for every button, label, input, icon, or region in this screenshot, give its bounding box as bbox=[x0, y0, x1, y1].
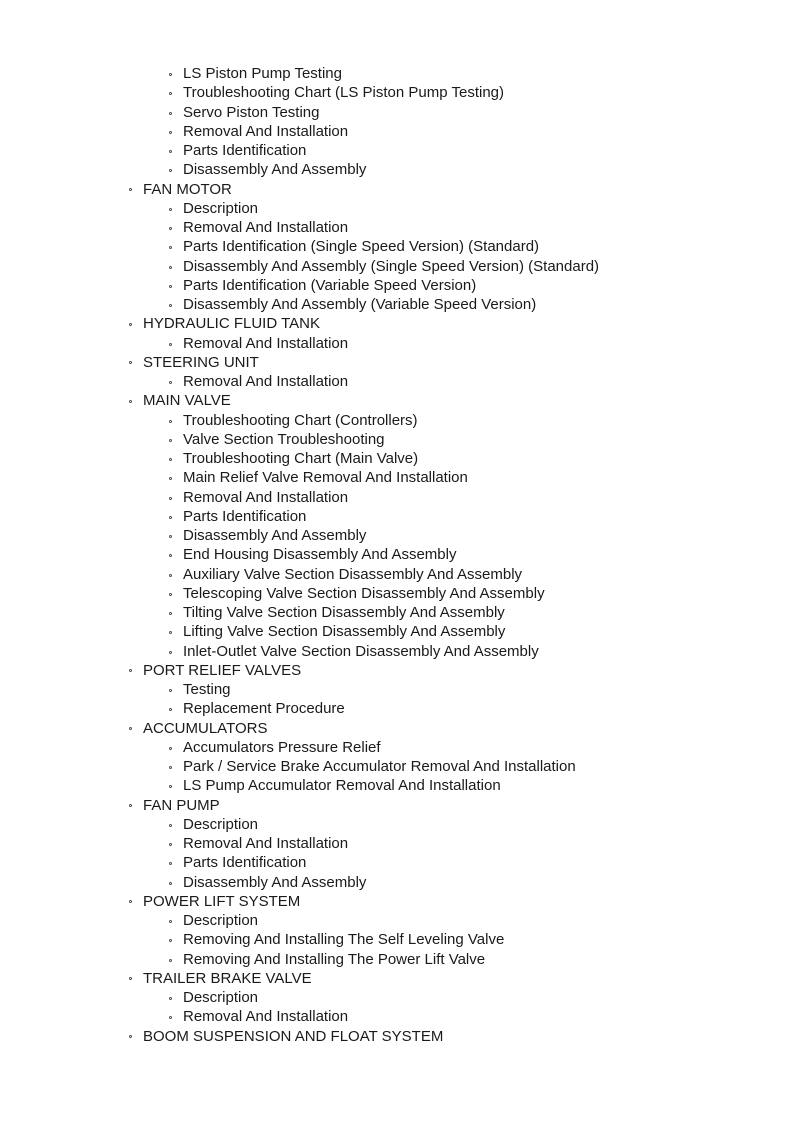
circle-bullet-icon bbox=[169, 1016, 172, 1019]
toc-section-label: FAN MOTOR bbox=[143, 180, 232, 198]
circle-bullet-icon bbox=[169, 766, 172, 769]
circle-bullet-icon bbox=[169, 574, 172, 577]
toc-section-label: ACCUMULATORS bbox=[143, 719, 268, 737]
toc-subsection-label: Removing And Installing The Self Leveling Valve bbox=[183, 931, 505, 949]
toc-subsection-item[interactable] bbox=[0, 64, 794, 83]
toc-subsection-label: Auxiliary Valve Section Disassembly And Assembly bbox=[183, 565, 523, 583]
toc-subsection-label: Servo Piston Testing bbox=[183, 103, 320, 121]
toc-section-label: PORT RELIEF VALVES bbox=[143, 661, 302, 679]
toc-subsection-item[interactable] bbox=[0, 988, 794, 1007]
circle-bullet-icon bbox=[169, 631, 172, 634]
circle-bullet-icon bbox=[169, 458, 172, 461]
toc-subsection-label: Disassembly And Assembly bbox=[183, 873, 367, 891]
toc-section-label: TRAILER BRAKE VALVE bbox=[143, 969, 312, 987]
toc-subsection-label: Valve Section Troubleshooting bbox=[183, 430, 385, 448]
toc-subsection-item[interactable] bbox=[0, 103, 794, 122]
toc-subsection-label: Removal And Installation bbox=[183, 835, 349, 852]
toc-subsection-label: Testing bbox=[183, 681, 231, 698]
circle-bullet-icon bbox=[129, 669, 132, 672]
circle-bullet-icon bbox=[169, 381, 172, 384]
toc-subsection-item[interactable] bbox=[0, 449, 794, 468]
toc-subsection-label: Removal And Installation bbox=[183, 373, 349, 390]
toc-subsection-item[interactable] bbox=[0, 411, 794, 430]
toc-subsection-item[interactable] bbox=[0, 699, 794, 718]
toc-section-label: MAIN VALVE bbox=[143, 392, 231, 410]
toc-subsection-item[interactable] bbox=[0, 430, 794, 449]
circle-bullet-icon bbox=[169, 997, 172, 1000]
toc-subsection-label: Removal And Installation bbox=[183, 488, 349, 506]
toc-section-label: FAN PUMP bbox=[143, 796, 220, 814]
circle-bullet-icon bbox=[169, 266, 172, 269]
toc-subsection-item[interactable] bbox=[0, 526, 794, 545]
toc-subsection-label: Removal And Installation bbox=[183, 1008, 349, 1026]
toc-subsection-item[interactable] bbox=[0, 237, 794, 256]
toc-subsection-label: LS Pump Accumulator Removal And Installation bbox=[183, 777, 501, 795]
toc-subsection-label: Disassembly And Assembly (Variable Speed Version) bbox=[183, 296, 537, 313]
toc-subsection-label: Park / Service Brake Accumulator Removal And Installation bbox=[183, 758, 576, 775]
toc-subsection-item[interactable] bbox=[0, 83, 794, 102]
toc-subsection-item[interactable] bbox=[0, 295, 794, 314]
toc-section-label: BOOM SUSPENSION AND FLOAT SYSTEM bbox=[143, 1027, 444, 1045]
circle-bullet-icon bbox=[169, 593, 172, 596]
toc-subsection-item[interactable] bbox=[0, 834, 794, 853]
circle-bullet-icon bbox=[169, 150, 172, 153]
toc-subsection-label: Parts Identification bbox=[183, 142, 307, 159]
toc-subsection-item[interactable] bbox=[0, 911, 794, 930]
toc-subsection-item[interactable] bbox=[0, 853, 794, 872]
circle-bullet-icon bbox=[129, 804, 132, 807]
toc-subsection-item[interactable] bbox=[0, 873, 794, 892]
toc-subsection-label: End Housing Disassembly And Assembly bbox=[183, 546, 457, 564]
circle-bullet-icon bbox=[129, 400, 132, 403]
toc-subsection-label: Description bbox=[183, 989, 259, 1006]
toc-subsection-item[interactable] bbox=[0, 565, 794, 584]
circle-bullet-icon bbox=[129, 977, 132, 980]
toc-subsection-item[interactable] bbox=[0, 141, 794, 160]
circle-bullet-icon bbox=[169, 824, 172, 827]
circle-bullet-icon bbox=[169, 708, 172, 711]
toc-section-label: STEERING UNIT bbox=[143, 353, 259, 371]
toc-subsection-item[interactable] bbox=[0, 468, 794, 487]
circle-bullet-icon bbox=[169, 689, 172, 692]
circle-bullet-icon bbox=[169, 246, 172, 249]
circle-bullet-icon bbox=[129, 188, 132, 191]
toc-subsection-item[interactable] bbox=[0, 776, 794, 795]
circle-bullet-icon bbox=[169, 785, 172, 788]
toc-subsection-label: Parts Identification bbox=[183, 507, 307, 525]
toc-subsection-label: Replacement Procedure bbox=[183, 700, 345, 718]
toc-subsection-item[interactable] bbox=[0, 488, 794, 507]
toc-subsection-item[interactable] bbox=[0, 372, 794, 391]
toc-section-item[interactable] bbox=[0, 969, 794, 988]
toc-subsection-label: Disassembly And Assembly bbox=[183, 161, 367, 179]
toc-subsection-item[interactable] bbox=[0, 334, 794, 353]
toc-subsection-item[interactable] bbox=[0, 738, 794, 757]
toc-section-item[interactable] bbox=[0, 892, 794, 911]
toc-subsection-label: Removing And Installing The Power Lift Valve bbox=[183, 950, 486, 968]
toc-subsection-item[interactable] bbox=[0, 257, 794, 276]
toc-subsection-item[interactable] bbox=[0, 930, 794, 949]
circle-bullet-icon bbox=[169, 882, 172, 885]
circle-bullet-icon bbox=[169, 651, 172, 654]
circle-bullet-icon bbox=[169, 208, 172, 211]
circle-bullet-icon bbox=[169, 920, 172, 923]
toc-subsection-item[interactable] bbox=[0, 122, 794, 141]
toc-subsection-item[interactable] bbox=[0, 276, 794, 295]
circle-bullet-icon bbox=[169, 477, 172, 480]
circle-bullet-icon bbox=[169, 497, 172, 500]
toc-subsection-item[interactable] bbox=[0, 218, 794, 237]
circle-bullet-icon bbox=[169, 516, 172, 519]
toc-subsection-item[interactable] bbox=[0, 603, 794, 622]
circle-bullet-icon bbox=[169, 304, 172, 307]
toc-subsection-label: LS Piston Pump Testing bbox=[183, 65, 342, 82]
toc-subsection-label: Description bbox=[183, 199, 259, 217]
toc-subsection-item[interactable] bbox=[0, 545, 794, 564]
circle-bullet-icon bbox=[169, 535, 172, 538]
toc-section-item[interactable] bbox=[0, 796, 794, 815]
toc-subsection-label: Parts Identification bbox=[183, 854, 307, 872]
toc-subsection-label: Removal And Installation bbox=[183, 122, 349, 140]
toc-section-item[interactable] bbox=[0, 719, 794, 738]
circle-bullet-icon bbox=[169, 73, 172, 76]
toc-subsection-label: Troubleshooting Chart (Controllers) bbox=[183, 411, 418, 429]
toc-subsection-item[interactable] bbox=[0, 1007, 794, 1026]
circle-bullet-icon bbox=[169, 285, 172, 288]
circle-bullet-icon bbox=[169, 439, 172, 442]
toc-section-item[interactable] bbox=[0, 353, 794, 372]
toc-subsection-label: Disassembly And Assembly (Single Speed Version) (Standard) bbox=[183, 257, 600, 275]
toc-subsection-label: Troubleshooting Chart (Main Valve) bbox=[183, 450, 419, 467]
toc-subsection-label: Removal And Installation bbox=[183, 219, 349, 236]
toc-subsection-item[interactable] bbox=[0, 950, 794, 969]
toc-subsection-label: Disassembly And Assembly bbox=[183, 527, 367, 544]
toc-section-label: POWER LIFT SYSTEM bbox=[143, 892, 301, 910]
toc-subsection-label: Tilting Valve Section Disassembly And Assembly bbox=[183, 604, 505, 621]
toc-subsection-label: Main Relief Valve Removal And Installation bbox=[183, 469, 468, 487]
circle-bullet-icon bbox=[169, 554, 172, 557]
toc-subsection-item[interactable] bbox=[0, 199, 794, 218]
toc-subsection-item[interactable] bbox=[0, 757, 794, 776]
circle-bullet-icon bbox=[129, 900, 132, 903]
toc-section-label: HYDRAULIC FLUID TANK bbox=[143, 315, 320, 333]
toc-subsection-item[interactable] bbox=[0, 815, 794, 834]
circle-bullet-icon bbox=[169, 92, 172, 95]
toc-subsection-label: Inlet-Outlet Valve Section Disassembly And Assembly bbox=[183, 642, 539, 660]
circle-bullet-icon bbox=[169, 343, 172, 346]
toc-subsection-item[interactable] bbox=[0, 622, 794, 641]
toc-subsection-label: Telescoping Valve Section Disassembly And Assembly bbox=[183, 584, 545, 602]
toc-section-item[interactable] bbox=[0, 391, 794, 410]
circle-bullet-icon bbox=[169, 959, 172, 962]
circle-bullet-icon bbox=[169, 843, 172, 846]
circle-bullet-icon bbox=[169, 169, 172, 172]
circle-bullet-icon bbox=[169, 939, 172, 942]
toc-subsection-label: Accumulators Pressure Relief bbox=[183, 738, 381, 756]
circle-bullet-icon bbox=[169, 420, 172, 423]
table-of-contents bbox=[0, 64, 794, 1046]
circle-bullet-icon bbox=[129, 727, 132, 730]
toc-section-item[interactable] bbox=[0, 661, 794, 680]
toc-subsection-label: Parts Identification (Single Speed Version) (Standard) bbox=[183, 238, 540, 256]
circle-bullet-icon bbox=[129, 361, 132, 364]
toc-subsection-label: Lifting Valve Section Disassembly And Assembly bbox=[183, 623, 506, 641]
toc-subsection-item[interactable] bbox=[0, 642, 794, 661]
toc-subsection-label: Description bbox=[183, 912, 259, 929]
toc-subsection-item[interactable] bbox=[0, 507, 794, 526]
toc-subsection-label: Description bbox=[183, 815, 259, 833]
circle-bullet-icon bbox=[129, 1035, 132, 1038]
toc-subsection-item[interactable] bbox=[0, 584, 794, 603]
circle-bullet-icon bbox=[129, 323, 132, 326]
toc-subsection-item[interactable] bbox=[0, 160, 794, 179]
toc-subsection-label: Removal And Installation bbox=[183, 334, 349, 352]
circle-bullet-icon bbox=[169, 227, 172, 230]
circle-bullet-icon bbox=[169, 112, 172, 115]
circle-bullet-icon bbox=[169, 747, 172, 750]
circle-bullet-icon bbox=[169, 612, 172, 615]
toc-section-item[interactable] bbox=[0, 180, 794, 199]
toc-section-item[interactable] bbox=[0, 1027, 794, 1046]
toc-subsection-item[interactable] bbox=[0, 680, 794, 699]
circle-bullet-icon bbox=[169, 862, 172, 865]
toc-subsection-label: Parts Identification (Variable Speed Version) bbox=[183, 276, 477, 294]
circle-bullet-icon bbox=[169, 131, 172, 134]
toc-subsection-label: Troubleshooting Chart (LS Piston Pump Testing) bbox=[183, 84, 504, 102]
toc-section-item[interactable] bbox=[0, 314, 794, 333]
